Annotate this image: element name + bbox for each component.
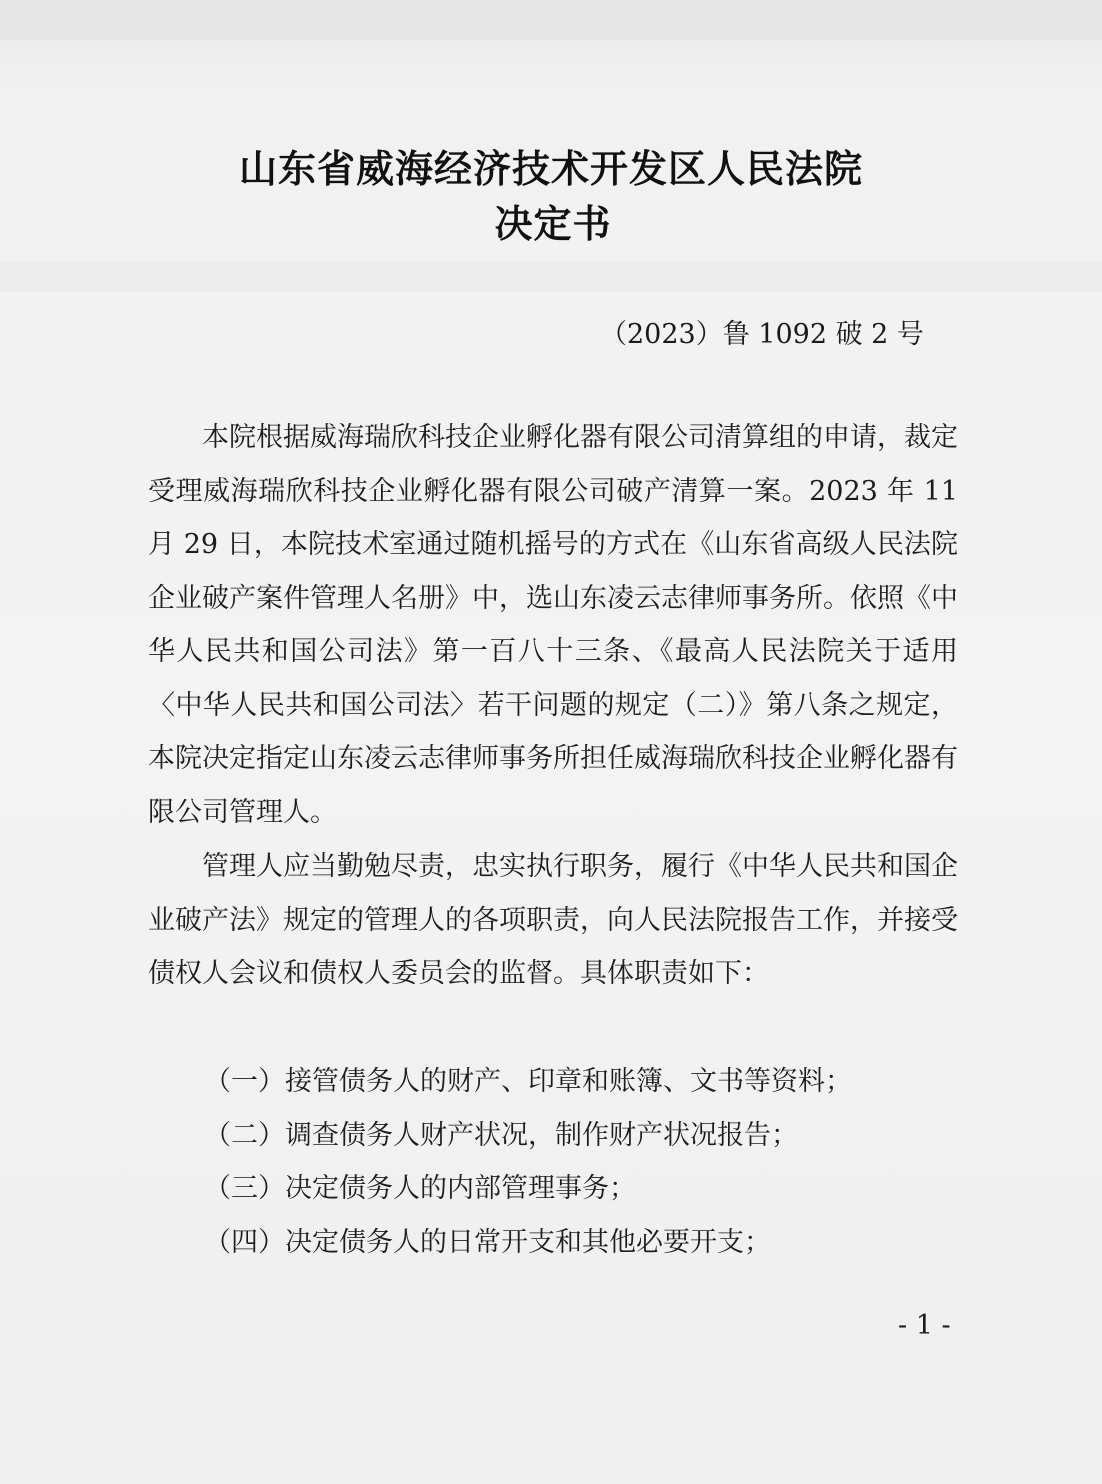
duty-item: （一）接管债务人的财产、印章和账簿、文书等资料； [204, 1066, 852, 1097]
duty-list [148, 1055, 958, 1269]
page-number: - 1 - [898, 1310, 951, 1341]
case-number: （2023）鲁 1092 破 2 号 [600, 319, 924, 350]
body-paragraph-1: 本院根据威海瑞欣科技企业孵化器有限公司清算组的申请，裁定受理威海瑞欣科技企业孵化器有限公司破产清算一案。2023 年 11 月 29 日，本院技术室通过随机摇号的方式在《山东省高级人民法院企业破产案件管理人名册》中，选山东凌云志律师事务所。依照《中华人民共和国公司法》第一百八十三条、《最高人民法院关于适用〈中华人民共和国公司法〉若干问题的规定（二）》第八条之规定，本院决定指定山东凌云志律师事务所担任威海瑞欣科技企业孵化器有限公司管理人。 [148, 422, 958, 828]
duty-item: （四）决定债务人的日常开支和其他必要开支； [204, 1226, 771, 1258]
duty-item: （二）调查债务人财产状况，制作财产状况报告； [204, 1119, 798, 1151]
document-title: 山东省威海经济技术开发区人民法院 [238, 146, 863, 191]
scan-shade-top [0, 0, 1102, 40]
body-paragraph-2: 管理人应当勤勉尽责，忠实执行职务，履行《中华人民共和国企业破产法》规定的管理人的各项职责，向人民法院报告工作，并接受债权人会议和债权人委员会的监督。具体职责如下： [148, 851, 958, 989]
document-subtitle: 决定书 [494, 201, 612, 246]
duty-item: （三）决定债务人的内部管理事务； [204, 1173, 636, 1204]
scan-shade-band [0, 262, 1102, 292]
